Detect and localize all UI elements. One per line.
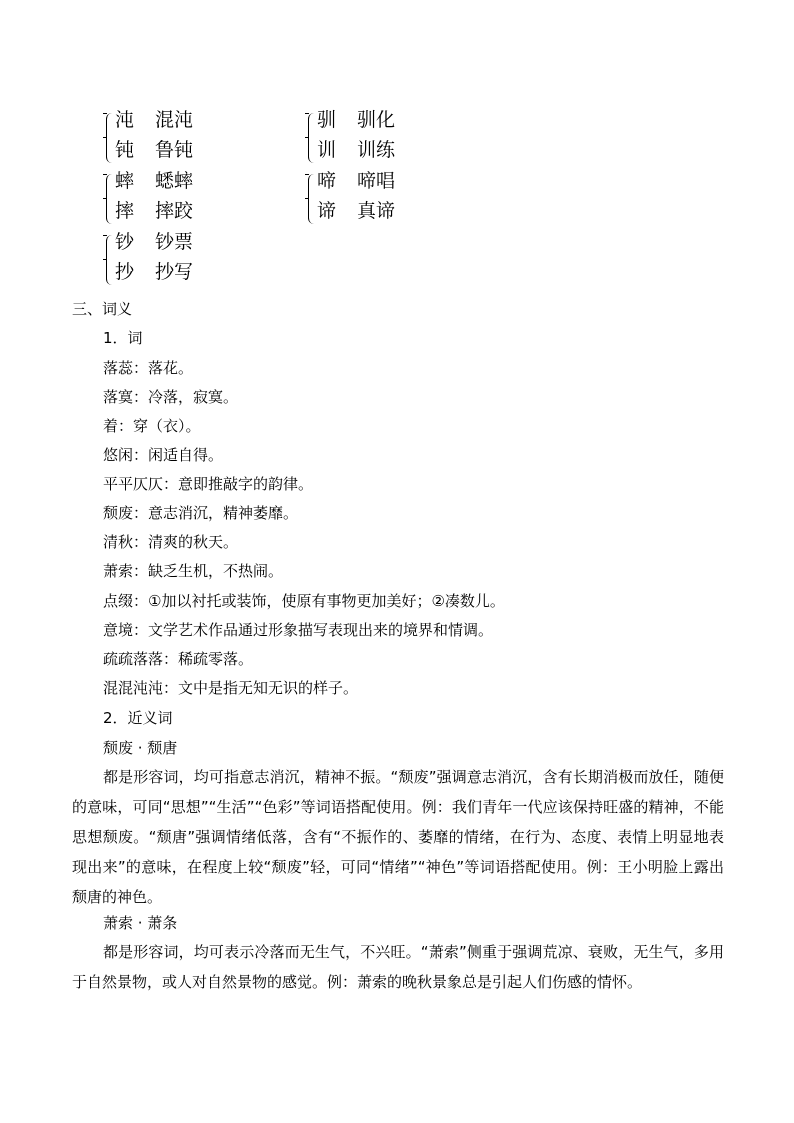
char-group — [308, 168, 468, 230]
char: 钝 — [115, 139, 135, 161]
char-group — [308, 107, 468, 169]
char-line — [317, 139, 395, 161]
word: 蟋蟀 — [155, 170, 194, 192]
char-group — [106, 168, 266, 230]
definition-item: 悠闲：闲适自得。 — [103, 446, 224, 464]
definition-item: 疏疏落落：稀疏零落。 — [103, 650, 254, 668]
synonym-pair-heading: 萧索 · 萧条 — [103, 914, 178, 932]
char: 沌 — [115, 109, 135, 131]
char: 驯 — [317, 109, 337, 131]
char-line — [115, 139, 193, 161]
word: 抄写 — [155, 261, 194, 283]
char-line — [115, 231, 193, 253]
word: 钞票 — [155, 231, 194, 253]
section-title: 三、词义 — [72, 300, 133, 318]
synonym-pair-heading: 颓废 · 颓唐 — [103, 739, 178, 757]
char-line — [317, 200, 395, 222]
char: 摔 — [115, 200, 135, 222]
char: 训 — [317, 139, 337, 161]
char-line — [115, 200, 193, 222]
synonyms-subtitle: 2．近义词 — [103, 709, 173, 727]
word: 摔跤 — [155, 200, 194, 222]
char-line — [115, 170, 193, 192]
char-group — [106, 107, 266, 169]
char-line — [115, 261, 193, 283]
brace-mark — [308, 174, 316, 224]
brace-mark — [308, 113, 316, 163]
definition-item: 意境：文学艺术作品通过形象描写表现出来的境界和情调。 — [103, 621, 494, 639]
definition-item: 萧索：缺乏生机，不热闹。 — [103, 562, 284, 580]
char: 蟀 — [115, 170, 135, 192]
definition-item: 点缀：①加以衬托或装饰，使原有事物更加美好；②凑数儿。 — [103, 592, 505, 610]
word: 真谛 — [357, 200, 396, 222]
definition-item: 平平仄仄：意即推敲字的韵律。 — [103, 475, 314, 493]
char: 啼 — [317, 170, 337, 192]
char: 谛 — [317, 200, 337, 222]
char-group — [106, 229, 266, 291]
synonym-pair-paragraph: 都是形容词，均可表示冷落而无生气，不兴旺。“萧索”侧重于强调荒凉、衰败，无生气，多用于自然景物，或人对自然景物的感觉。例：萧索的晚秋景象总是引起人们伤感的情怀。 — [72, 943, 724, 991]
word: 混沌 — [155, 109, 194, 131]
definition-item: 落寞：冷落，寂寞。 — [103, 388, 239, 406]
definition-item: 着：穿（衣）。 — [103, 417, 201, 435]
brace-mark — [106, 113, 114, 163]
word: 鲁钝 — [155, 139, 194, 161]
char-line — [115, 109, 193, 131]
synonym-pair-paragraph: 都是形容词，均可指意志消沉，精神不振。“颓废”强调意志消沉，含有长期消极而放任，随便的意味，可同“思想”“生活”“色彩”等词语搭配使用。例：我们青年一代应该保持旺盛的精神，不能思想颓废。“颓唐”强调情绪低落，含有“不振作的、萎靡的情绪，在行为、态度、表情上明显地表现出来”的意味，在程度上较“颓废”轻，可同“情绪”“神色”等词语搭配使用。例：王小明脸上露出颓唐的神色。 — [72, 768, 724, 906]
definition-item: 清秋：清爽的秋天。 — [103, 533, 239, 551]
definition-item: 落蕊：落花。 — [103, 359, 194, 377]
word: 啼唱 — [357, 170, 396, 192]
char-line — [317, 170, 395, 192]
char-line — [317, 109, 395, 131]
word: 训练 — [357, 139, 396, 161]
definition-item: 混混沌沌：文中是指无知无识的样子。 — [103, 679, 359, 697]
brace-mark — [106, 235, 114, 285]
words-subtitle: 1．词 — [103, 329, 143, 347]
word: 驯化 — [357, 109, 396, 131]
char: 抄 — [115, 261, 135, 283]
char: 钞 — [115, 231, 135, 253]
brace-mark — [106, 174, 114, 224]
definition-item: 颓废：意志消沉，精神萎靡。 — [103, 504, 299, 522]
